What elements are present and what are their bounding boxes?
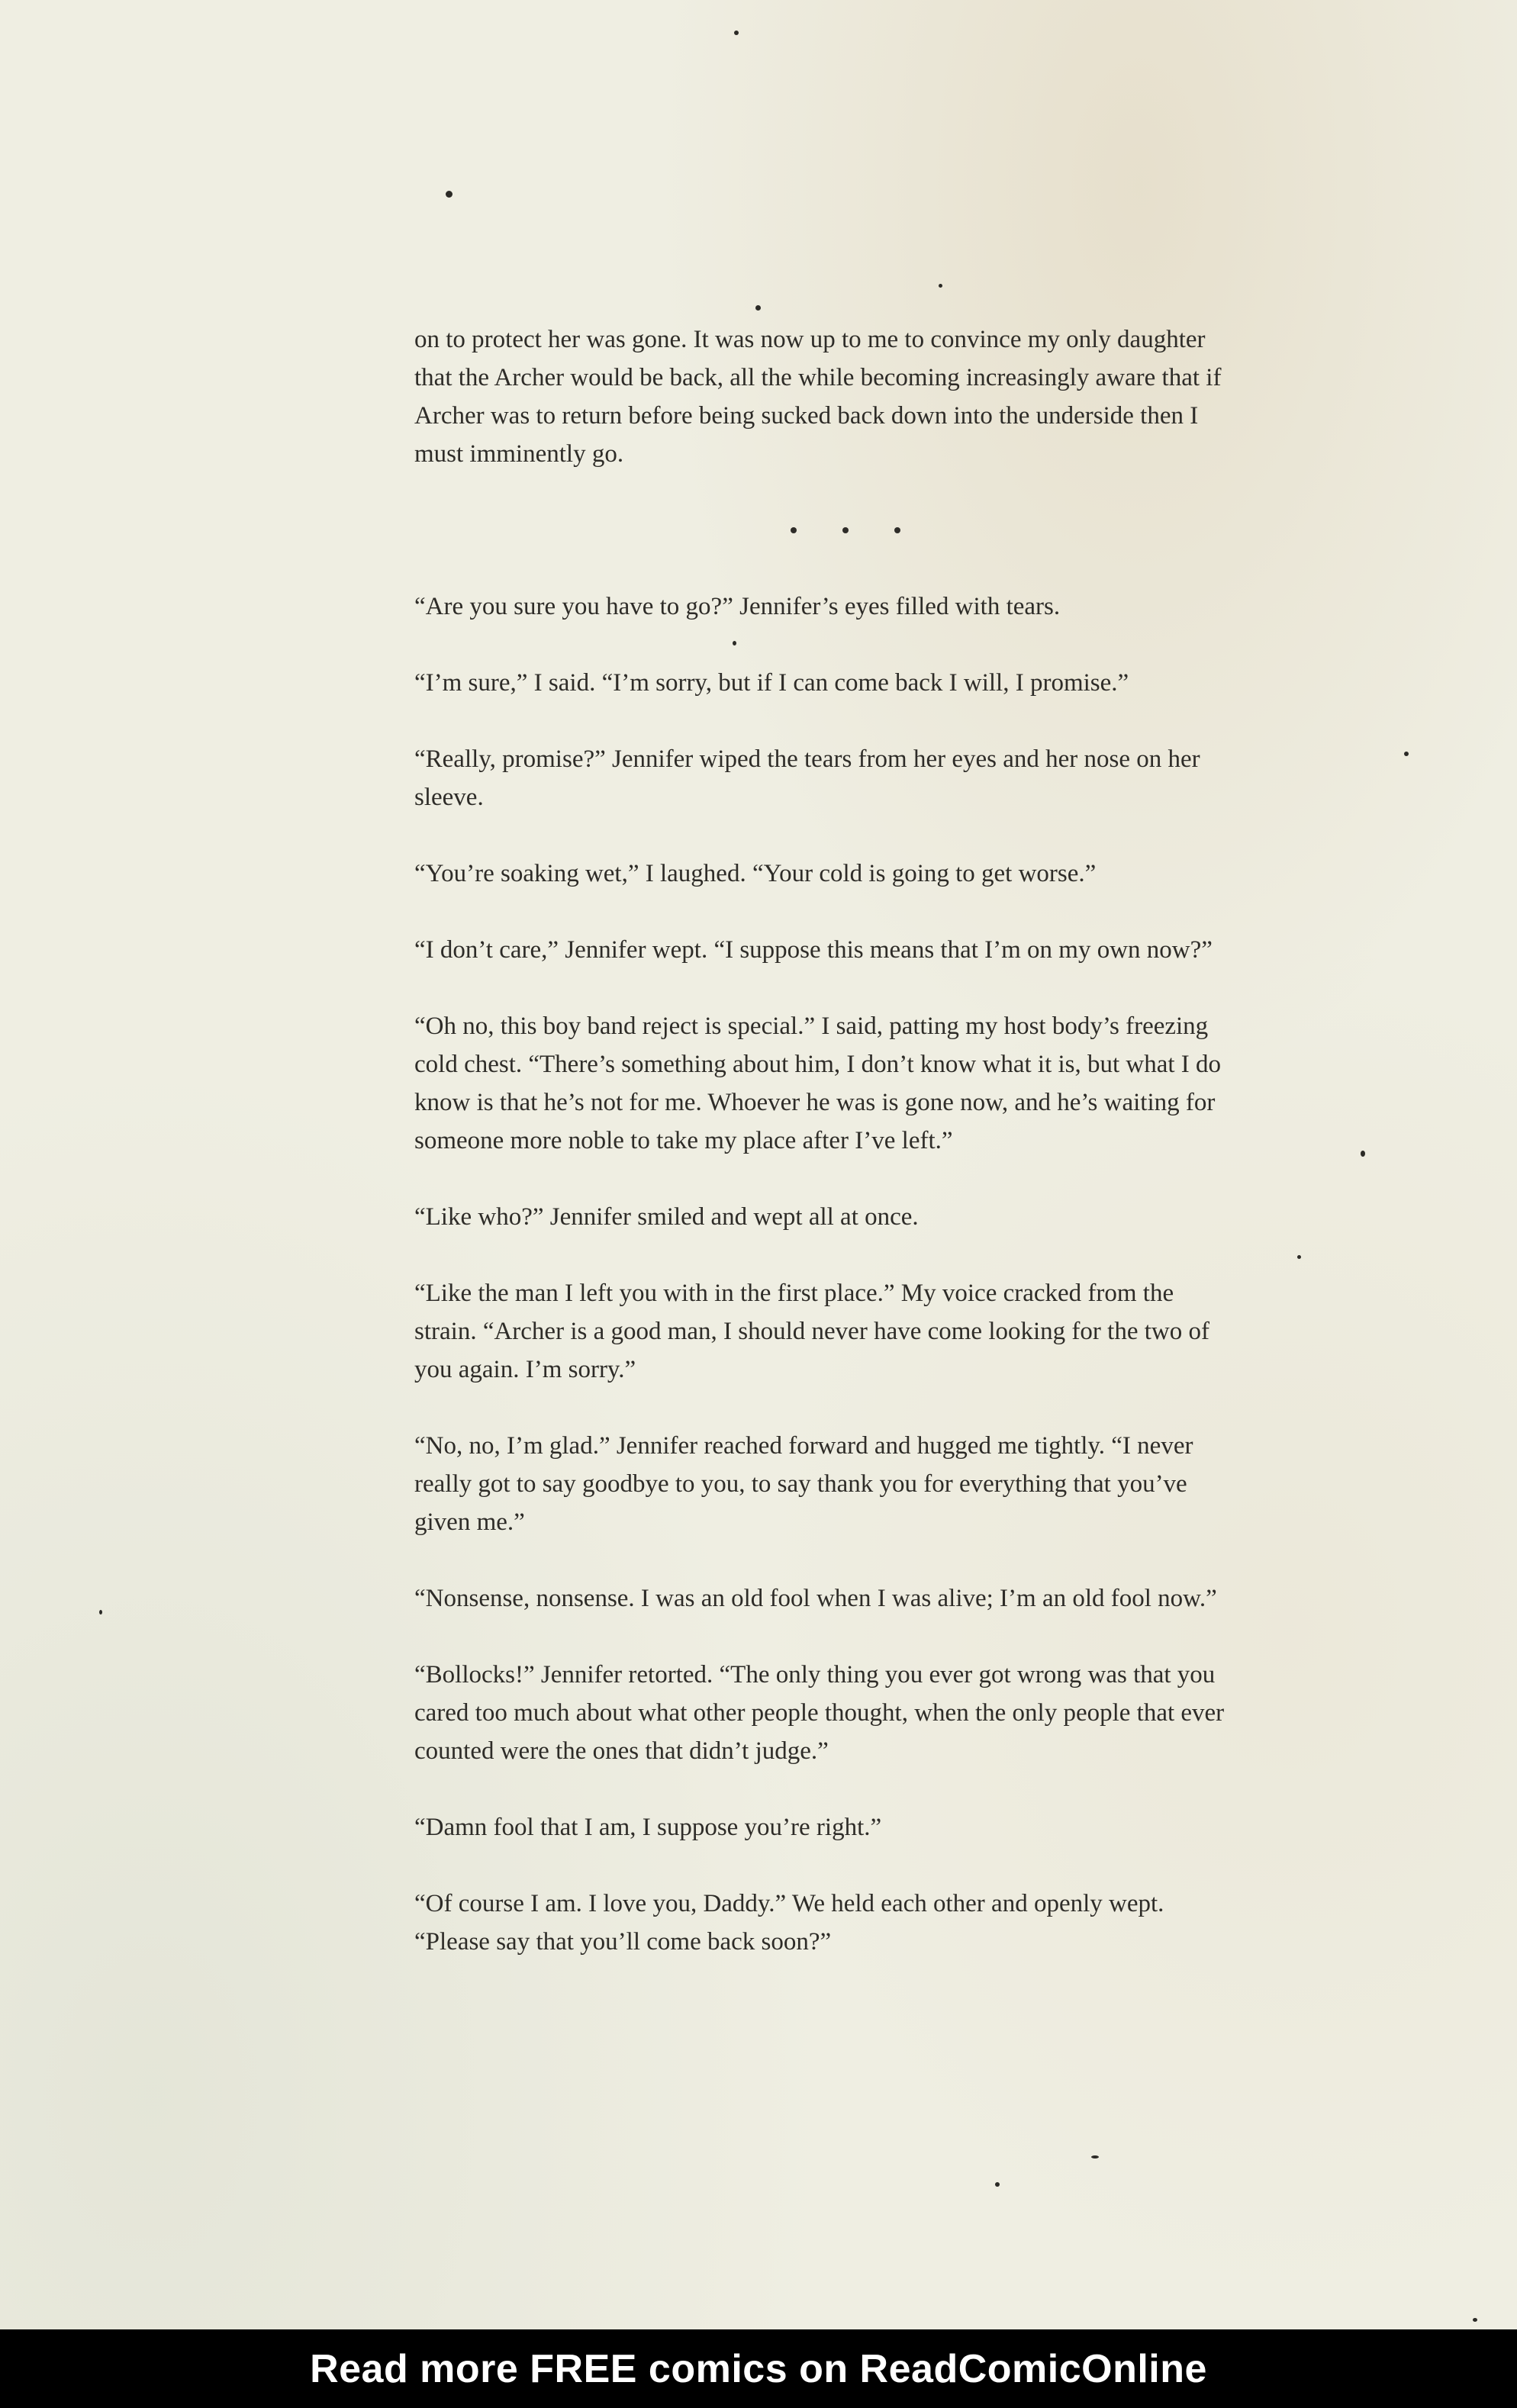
- section-break-dot: [842, 527, 849, 533]
- section-break: [414, 511, 1238, 549]
- promo-banner[interactable]: [0, 2329, 1517, 2408]
- paper-speck: [1297, 1255, 1301, 1259]
- story-paragraph: “Are you sure you have to go?” Jennifer’s eyes filled with tears.: [414, 593, 1061, 620]
- story-paragraph: on to protect her was gone. It was now up to me to convince my only daughter that the Archer would be back, all the while becoming increasingly aware that if Archer was to return before being sucked back down into the underside then I must imminently go.: [414, 326, 1222, 468]
- paper-speck: [99, 1610, 102, 1614]
- paper-speck: [1473, 2318, 1477, 2322]
- story-paragraph: “Bollocks!” Jennifer retorted. “The only thing you ever got wrong was that you cared too much about what other people thought, when the only people that ever counted were the ones that didn’t judge.”: [414, 1661, 1225, 1765]
- promo-banner-link[interactable]: Read more FREE comics on ReadComicOnline: [310, 2346, 1207, 2391]
- story-paragraph: “Like who?” Jennifer smiled and wept all at once.: [414, 1203, 919, 1231]
- paper-speck: [939, 284, 942, 288]
- story-paragraph: “I don’t care,” Jennifer wept. “I suppose this means that I’m on my own now?”: [414, 936, 1213, 964]
- paper-speck: [446, 191, 453, 198]
- paper-speck: [755, 305, 761, 311]
- story-paragraph: “Damn fool that I am, I suppose you’re right.”: [414, 1814, 882, 1841]
- story-paragraph: “Really, promise?” Jennifer wiped the tears from her eyes and her nose on her sleeve.: [414, 745, 1200, 811]
- section-break-dot: [894, 527, 900, 533]
- story-text: [414, 320, 1238, 1961]
- paper-speck: [734, 31, 739, 35]
- story-paragraph: “I’m sure,” I said. “I’m sorry, but if I can come back I will, I promise.”: [414, 669, 1129, 697]
- paper-speck: [1404, 752, 1409, 756]
- paper-speck: [1091, 2155, 1099, 2159]
- story-paragraph: “Nonsense, nonsense. I was an old fool when I was alive; I’m an old fool now.”: [414, 1585, 1217, 1612]
- story-paragraph: “Like the man I left you with in the first place.” My voice cracked from the strain. “Archer is a good man, I should never have come looking for the two of you again. I’m sorry.”: [414, 1280, 1209, 1383]
- story-paragraph: “You’re soaking wet,” I laughed. “Your cold is going to get worse.”: [414, 860, 1097, 887]
- story-paragraph: “Of course I am. I love you, Daddy.” We held each other and openly wept. “Please say that you’ll come back soon?”: [414, 1890, 1164, 1956]
- section-break-dot: [791, 527, 797, 533]
- paper-speck: [995, 2182, 1000, 2187]
- story-paragraph: “No, no, I’m glad.” Jennifer reached forward and hugged me tightly. “I never really got to say goodbye to you, to say thank you for everything that you’ve given me.”: [414, 1432, 1193, 1536]
- paper-speck: [1361, 1151, 1365, 1157]
- story-paragraph: “Oh no, this boy band reject is special.” I said, patting my host body’s freezing cold chest. “There’s something about him, I don’t know what it is, but what I do know is that he’s not for me. Whoever he was is gone now, and he’s waiting for someone more noble to take my place after I’ve left.”: [414, 1012, 1222, 1154]
